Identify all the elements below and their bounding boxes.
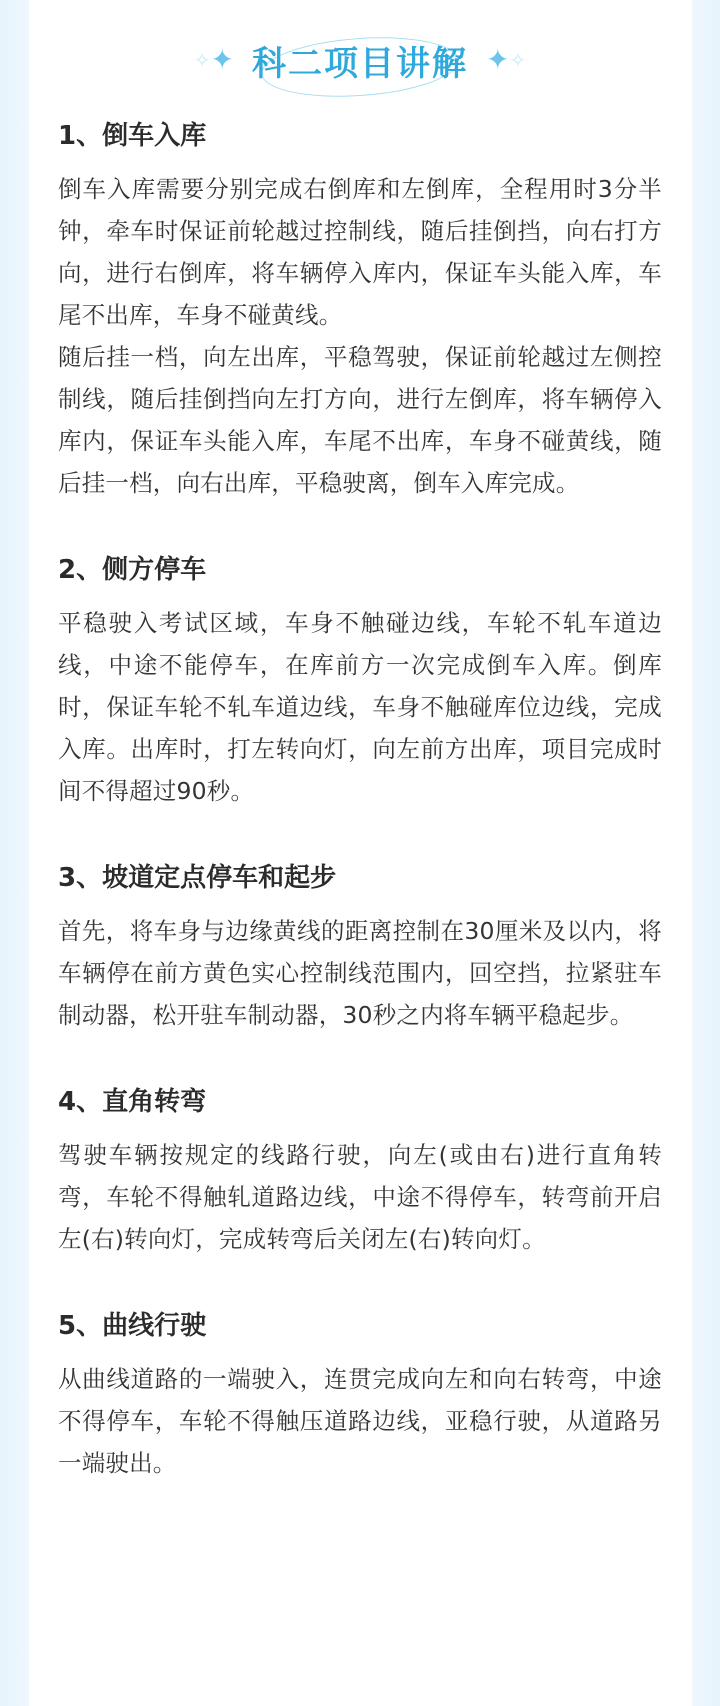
paragraph: 平稳驶入考试区域，车身不触碰边线，车轮不轧车道边线，中途不能停车，在库前方一次完成倒车入库。倒库时，保证车轮不轧车道边线，车身不触碰库位边线，完成入库。出库时，打左转向灯，向左前方出库，项目完成时间不得超过90秒。: [58, 609, 662, 805]
section-curve-driving: [58, 1306, 662, 1484]
sparkle-icon: ✧: [509, 48, 527, 72]
paragraph: 随后挂一档，向左出库，平稳驾驶，保证前轮越过左侧控制线，随后挂倒挡向左打方向，进行左倒库，将车辆停入库内，保证车头能入库，车尾不出库，车身不碰黄线，随后挂一档，向右出库，平稳驶离，倒车入库完成。: [58, 343, 662, 497]
section-heading: 5、曲线行驶: [58, 1311, 207, 1341]
section-heading: 3、坡道定点停车和起步: [58, 863, 337, 893]
section-side-parking: [58, 550, 662, 812]
article-card: [29, 0, 692, 1706]
sparkle-icon: ✧: [193, 48, 211, 72]
section-body: [58, 602, 662, 812]
paragraph: 驾驶车辆按规定的线路行驶，向左(或由右)进行直角转弯，车轮不得触轧道路边线，中途不得停车，转弯前开启左(右)转向灯，完成转弯后关闭左(右)转向灯。: [58, 1141, 662, 1253]
paragraph: 首先，将车身与边缘黄线的距离控制在30厘米及以内，将车辆停在前方黄色实心控制线范围内，回空挡，拉紧驻车制动器，松开驻车制动器，30秒之内将车辆平稳起步。: [58, 917, 662, 1029]
sparkle-icon: ✦: [486, 43, 510, 76]
section-body: [58, 910, 662, 1036]
section-heading: 4、直角转弯: [58, 1087, 207, 1117]
title-banner: [58, 12, 662, 108]
paragraph: 从曲线道路的一端驶入，连贯完成向左和向右转弯，中途不得停车，车轮不得触压道路边线，亚稳行驶，从道路另一端驶出。: [58, 1365, 662, 1477]
section-ramp-stop-start: [58, 858, 662, 1036]
right-sparkles: [486, 43, 527, 76]
section-body: [58, 1358, 662, 1484]
sparkle-icon: ✦: [210, 43, 234, 76]
section-heading: 1、倒车入库: [58, 121, 207, 151]
section-right-angle-turn: [58, 1082, 662, 1260]
section-body: [58, 1134, 662, 1260]
paragraph: 倒车入库需要分别完成右倒库和左倒库，全程用时3分半钟，牵车时保证前轮越过控制线，随后挂倒挡，向右打方向，进行右倒库，将车辆停入库内，保证车头能入库，车尾不出库，车身不碰黄线。: [58, 175, 662, 329]
section-body: [58, 168, 662, 504]
page-title: 科二项目讲解: [252, 43, 468, 84]
section-heading: 2、侧方停车: [58, 555, 207, 585]
section-reverse-parking: [58, 116, 662, 504]
left-sparkles: [193, 43, 234, 76]
